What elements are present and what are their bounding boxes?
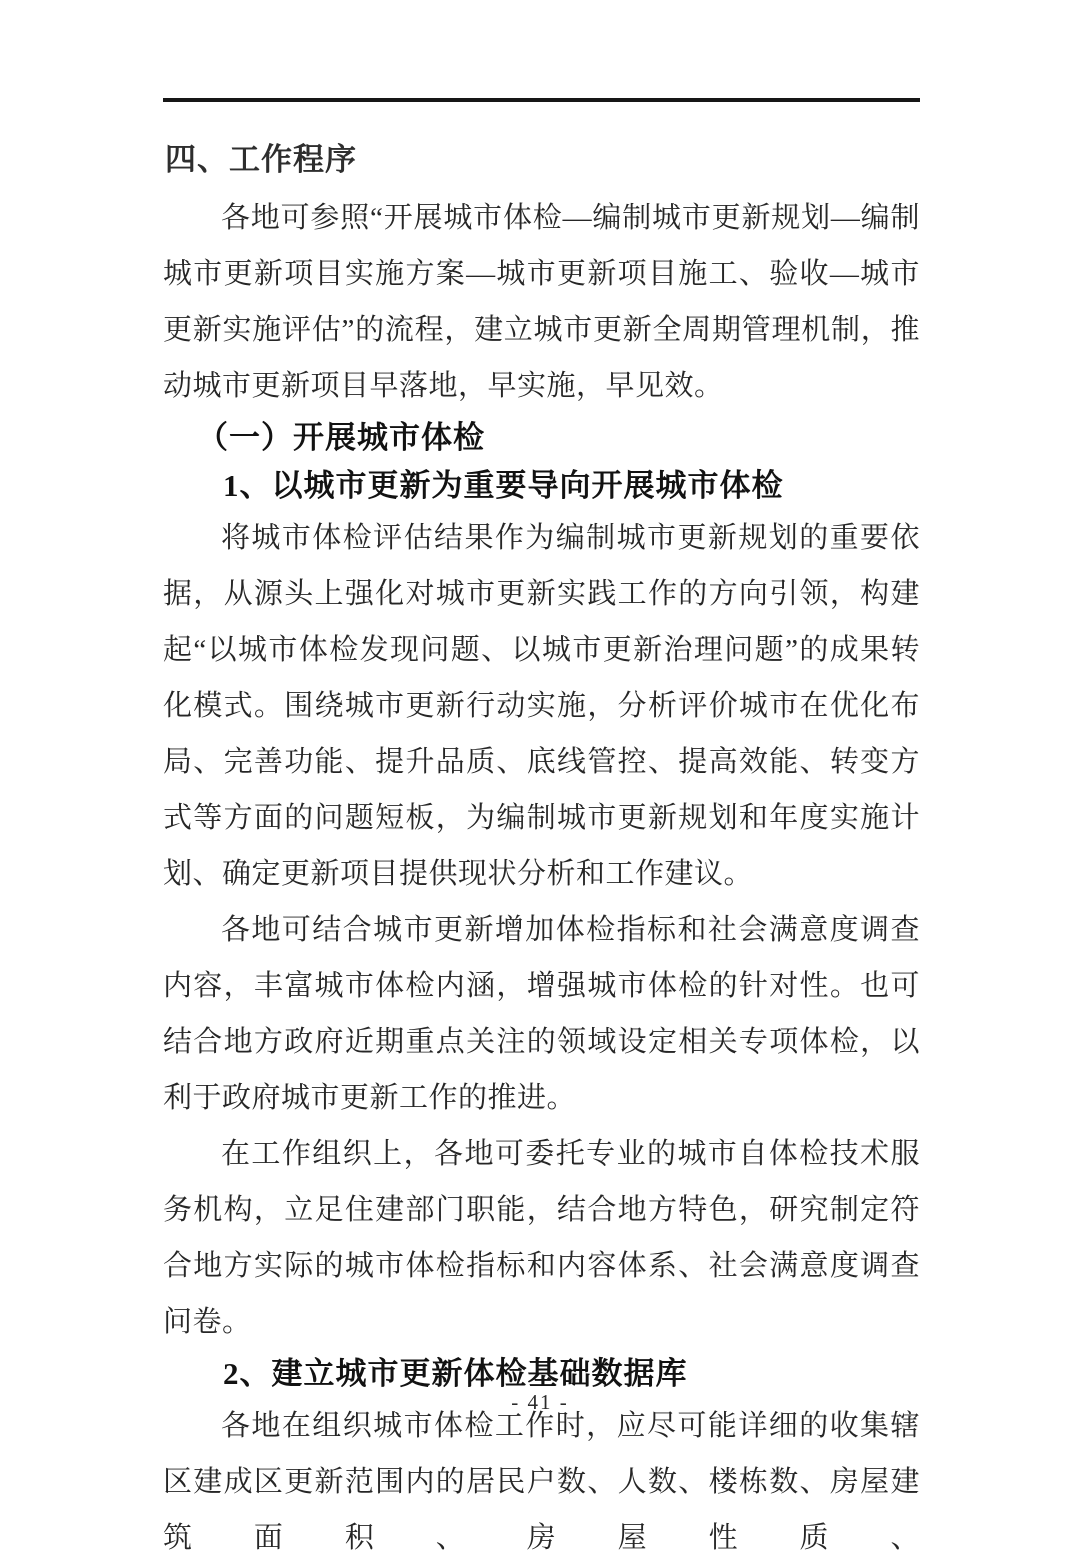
subsection-heading: 1、以城市更新为重要导向开展城市体检 xyxy=(223,468,784,503)
subsection-heading: 2、建立城市更新体检基础数据库 xyxy=(223,1356,688,1391)
paragraph: 各地可结合城市更新增加体检指标和社会满意度调查内容，丰富城市体检内涵，增强城市体检的针对性。也可结合地方政府近期重点关注的领域设定相关专项体检，以利于政府城市更新工作的推进。 xyxy=(163,914,920,1114)
paragraph: 将城市体检评估结果作为编制城市更新规划的重要依据，从源头上强化对城市更新实践工作的方向引领，构建起“以城市体检发现问题、以城市更新治理问题”的成果转化模式。围绕城市更新行动实施，分析评价城市在优化布局、完善功能、提升品质、底线管控、提高效能、转变方式等方面的问题短板，为编制城市更新规划和年度实施计划、确定更新项目提供现状分析和工作建议。 xyxy=(163,522,920,890)
paragraph: 各地可参照“开展城市体检—编制城市更新规划—编制城市更新项目实施方案—城市更新项目施工、验收—城市更新实施评估”的流程，建立城市更新全周期管理机制，推动城市更新项目早落地，早实施，早见效。 xyxy=(163,202,920,402)
header-rule xyxy=(163,98,920,102)
document-body xyxy=(163,190,920,1566)
paragraph: 各地在组织城市体检工作时，应尽可能详细的收集辖区建成区更新范围内的居民户数、人数、楼栋数、房屋建筑面积、房屋性质、 xyxy=(163,1410,920,1554)
subsection-heading: （一）开展城市体检 xyxy=(197,420,485,455)
content-column xyxy=(163,0,920,1566)
section-title: 四、工作程序 xyxy=(165,142,357,177)
paragraph: 在工作组织上，各地可委托专业的城市自体检技术服务机构，立足住建部门职能，结合地方特色，研究制定符合地方实际的城市体检指标和内容体系、社会满意度调查问卷。 xyxy=(163,1138,920,1338)
page-number: - 41 - xyxy=(511,1390,569,1414)
